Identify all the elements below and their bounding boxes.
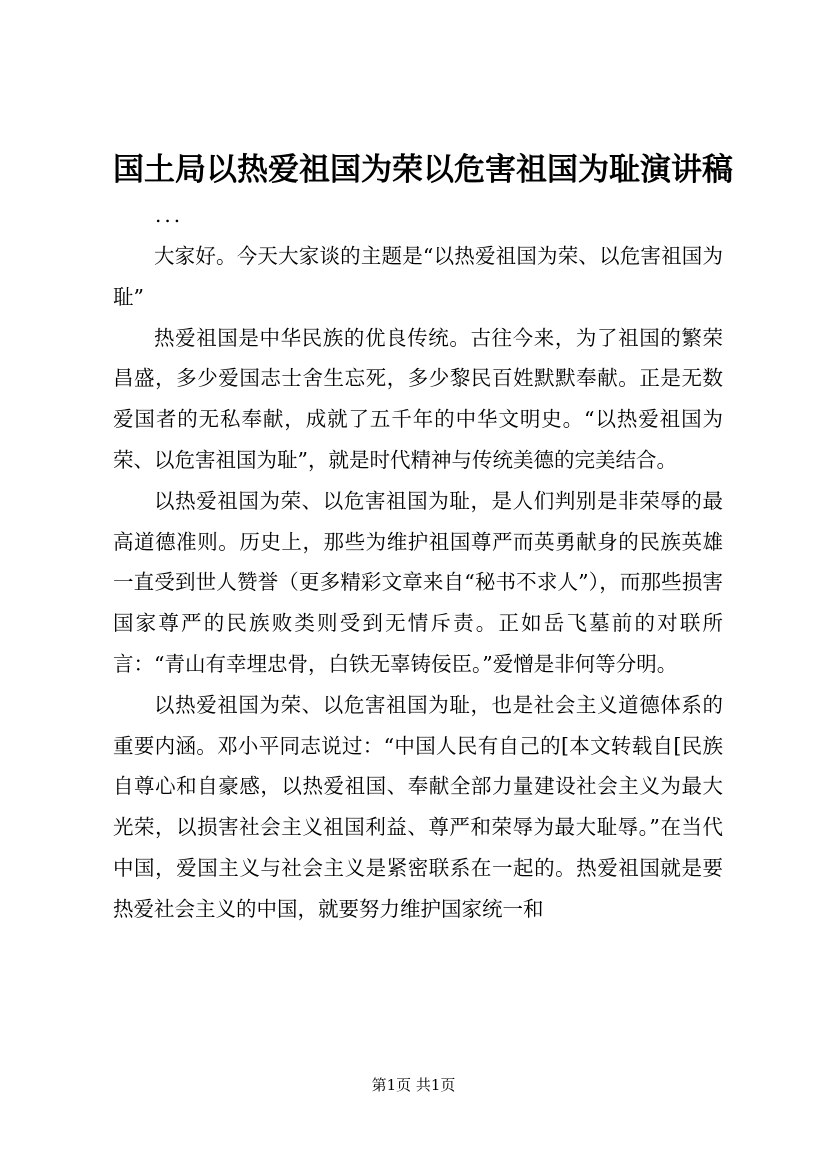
document-title: 国土局以热爱祖国为荣以危害祖国为耻演讲稿 [113,152,733,188]
paragraph-greeting: 大家好。今天大家谈的主题是“以热爱祖国为荣、以危害祖国为耻” [113,244,723,309]
paragraph-socialist-morality: 以热爱祖国为荣、以危害祖国为耻，也是社会主义道德体系的重要内涵。邓小平同志说过：“中国人民有自己的[本文转载自[民族自尊心和自豪感，以热爱祖国、奉献全部力量建设社会主义为最大光荣，以损害社会主义祖国利益、尊严和荣辱为最大耻辱。”在当代中国，爱国主义与社会主义是紧密联系在一起的。热爱祖国就是要热爱社会主义的中国，就要努力维护国家统一和 [113,692,723,921]
paragraph-tradition: 热爱祖国是中华民族的优良传统。古往今来，为了祖国的繁荣昌盛，多少爱国志士舍生忘死，多少黎民百姓默默奉献。正是无数爱国者的无私奉献，成就了五千年的中华文明史。“以热爱祖国为荣、以危害祖国为耻”，就是时代精神与传统美德的完美结合。 [113,325,723,472]
document-body [113,236,723,930]
ellipsis-mark: ... [155,203,184,227]
paragraph-moral-standard: 以热爱祖国为荣、以危害祖国为耻，是人们判别是非荣辱的最高道德准则。历史上，那些为维护祖国尊严而英勇献身的民族英雄一直受到世人赞誉（更多精彩文章来自“秘书不求人”），而那些损害国家尊严的民族败类则受到无情斥责。正如岳飞墓前的对联所言：“青山有幸埋忠骨，白铁无辜铸佞臣。”爱憎是非何等分明。 [113,488,723,676]
page-footer: 第1页 共1页 [371,1076,456,1094]
